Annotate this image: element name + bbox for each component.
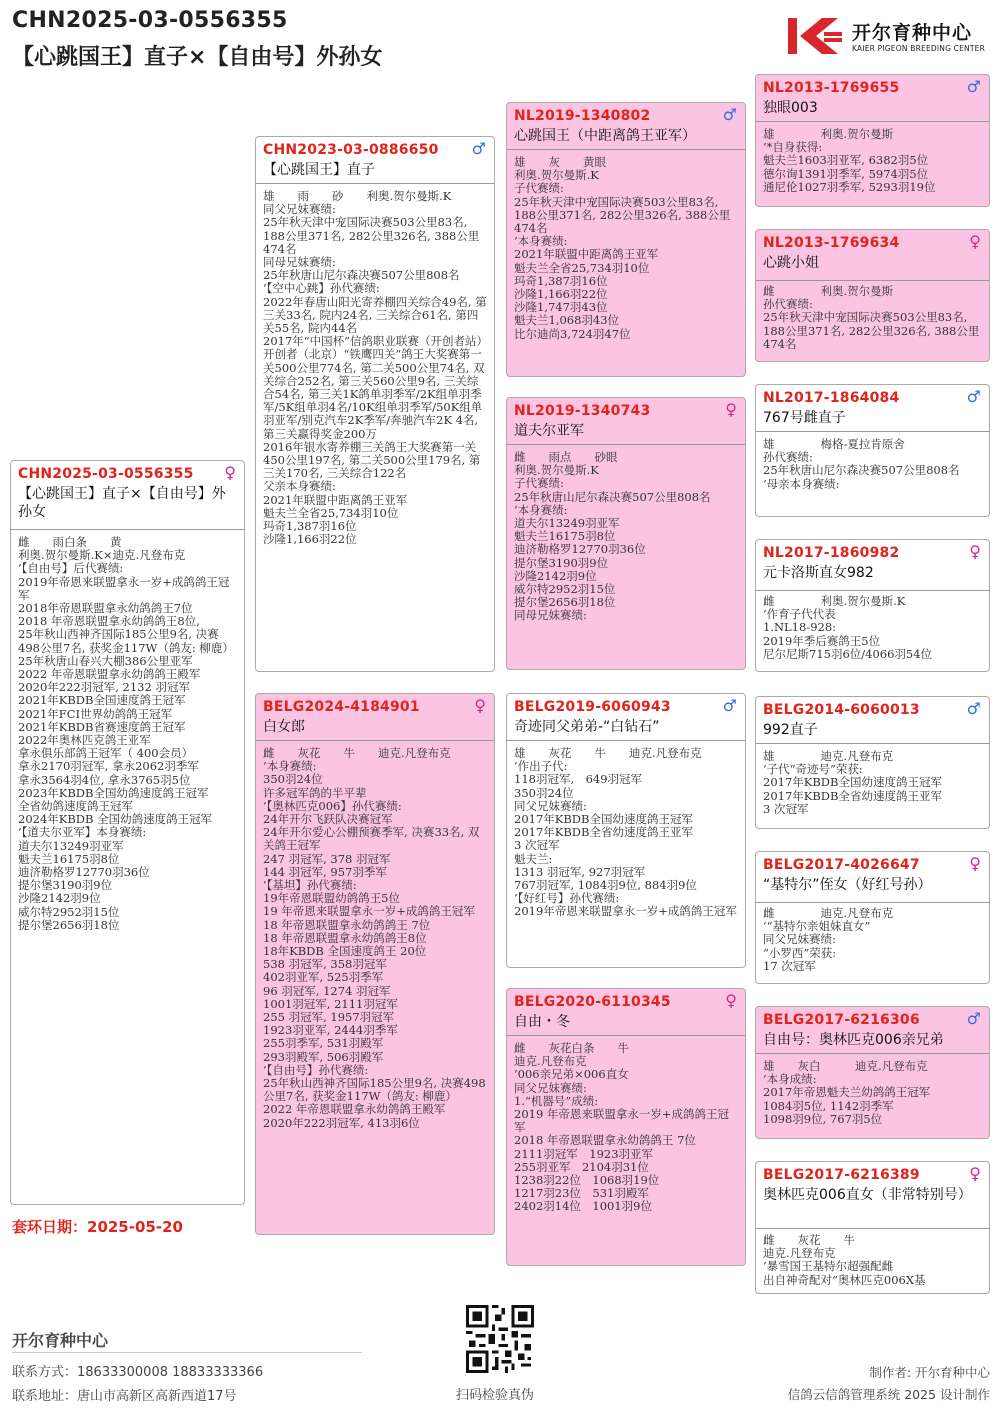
divider [256, 740, 494, 741]
pedigree-card-sss [755, 74, 990, 207]
detail-line: 1238羽22位 1068羽19位 [514, 1173, 660, 1188]
detail-line: 1.“机器号”成绩: [514, 1093, 599, 1108]
ring-number: BELG2017-4026647 [763, 857, 920, 873]
detail-line: 18 年帝恩联盟拿永幼鸽鸽王8位 [263, 930, 427, 945]
divider [756, 1053, 989, 1054]
detail-line: 2019年季后赛鸽王5位 [763, 633, 881, 648]
detail-line: 魁夫兰全省25,734羽10位 [263, 505, 399, 520]
detail-line: 同父兄妹赛绩: [263, 202, 336, 217]
detail-line: 25年秋天津中宠国际决赛503公里83名, 188公里371名, 282公里326名, 388公里474名 [263, 215, 480, 256]
detail-line: 1098羽9位, 767羽5位 [763, 1111, 883, 1126]
divider [11, 529, 244, 530]
detail-line: 许多冠军鸽的半平辈 [263, 785, 367, 800]
card-details [514, 1042, 740, 1265]
divider [756, 902, 989, 903]
detail-line: 2111羽冠军 1923羽亚军 [514, 1146, 654, 1161]
detail-line: 293羽殿军, 506羽殿军 [263, 1049, 384, 1064]
detail-line: 魁夫兰16175羽8位 [514, 529, 616, 544]
detail-line: 玛奇1,387羽16位 [514, 273, 608, 288]
detail-line: 提尔堡3190羽9位 [18, 878, 113, 893]
detail-line: 雌 迪克.凡登布克 [763, 907, 894, 920]
detail-line: 2020年222羽冠军, 413羽6位 [263, 1115, 420, 1130]
footer-address: 联系地址：唐山市高新区高新西道17号 [12, 1389, 237, 1404]
detail-line: 迪济勒格罗12770羽36位 [18, 865, 150, 880]
pigeon-name: 奥林匹克006直女（非常特别号） [763, 1187, 972, 1203]
detail-line: 尼尔尼斯715羽6位/4066羽54位 [763, 646, 933, 661]
pedigree-card-ds [506, 693, 746, 968]
pigeon-name: 992直子 [763, 722, 818, 738]
detail-line: 道夫尔13249羽亚军 [514, 516, 620, 531]
detail-line: 25年秋山西神齐国际185公里9名, 决赛498公里7名, 获奖金117W（鸽友: 柳鹿） [18, 627, 234, 655]
qr-caption: 扫码检验真伪 [456, 1388, 535, 1403]
detail-line: 1.NL18-928: [763, 620, 837, 635]
detail-line: 2023年KBDB全国幼鸽速度鸽王冠军 [18, 785, 209, 800]
female-sex-icon: ♀ [969, 232, 981, 251]
card-details [763, 128, 984, 206]
detail-line: 350羽24位 [263, 772, 323, 787]
detail-line: ’作出子代: [514, 759, 568, 774]
detail-line: 2017年“中国杯”信鸽职业联赛（开创者站）开创者（北京）“铁鹰四关”鸽王大奖赛第一关500公里774名, 第二关500公里74名, 双关综合252名, 第三关560公里9名, 三关综合54名, 第三关1K鸽单羽季军/2K组单羽季军/5K组单羽4名/10K组单羽季军/50K组单羽亚军/别克汽车2K季军/奔驰汽车2K 4名, 第三关赢得奖金200万 [263, 334, 489, 441]
detail-line: ’【自由号】后代赛绩: [18, 561, 124, 576]
detail-line: 孙代赛绩: [763, 297, 813, 312]
brand-name-cn: 开尔育种中心 [852, 22, 973, 44]
pedigree-card-dd [506, 988, 746, 1266]
detail-line: 同父兄妹赛绩: [763, 932, 836, 947]
detail-line: 2022 年帝恩联盟拿永幼鸽鸽王殿军 [263, 1102, 446, 1117]
detail-line: 2024年KBDB 全国幼鸽速度鸽王冠军 [18, 812, 213, 827]
detail-line: 2017年KBDB全省幼速度鸽王亚军 [763, 788, 942, 803]
pigeon-name: 元卡洛斯直女982 [763, 565, 874, 581]
detail-line: 96 羽冠军, 1274 羽冠军 [263, 983, 391, 998]
detail-line: 1923羽亚军, 2444羽季军 [263, 1023, 398, 1038]
divider [756, 280, 989, 281]
pedigree-card-sds [755, 384, 990, 517]
detail-line: 比尔迪尚3,724羽47位 [514, 326, 631, 341]
detail-line: 雌 灰花 牛 [763, 1234, 855, 1247]
pigeon-name: 【心跳国王】直子 [263, 162, 375, 178]
card-details [18, 536, 239, 1204]
detail-line: 2016年银水寄养棚三关鸽王大奖赛第一关450公里197名, 第二关500公里179名, 第三关170名, 三关综合122名 [263, 439, 481, 481]
male-sex-icon: ♂ [966, 1009, 981, 1028]
divider [756, 743, 989, 744]
card-details [263, 190, 489, 671]
divider [756, 431, 989, 432]
detail-line: 24年开尔爱心公棚预赛季军, 决赛33名, 双关鸽王冠军 [263, 825, 480, 853]
detail-line: 2022年春唐山阳光寄养棚四关综合49名, 第三关33名, 院内24名, 三关综合61名, 第四关55名, 院内44名 [263, 294, 487, 336]
detail-line: 沙隆1,166羽22位 [514, 287, 608, 302]
divider [756, 121, 989, 122]
detail-line: 25年秋唐山春兴大棚386公里亚军 [18, 653, 193, 668]
detail-line: 2021年KBDB省赛速度鸽王冠军 [18, 719, 186, 734]
detail-line: 魁夫兰: [514, 851, 553, 866]
detail-line: 全省幼鸽速度鸽王冠军 [18, 799, 133, 814]
pigeon-name: 道夫尔亚军 [514, 423, 584, 439]
card-details [514, 451, 740, 669]
detail-line: 道夫尔13249羽亚军 [18, 838, 124, 853]
detail-line: 18年KBDB 全国速度鸽王 20位 [263, 944, 427, 959]
detail-line: ’【好红号】孙代赛绩: [514, 891, 620, 906]
detail-line: 同父兄妹赛绩: [514, 798, 587, 813]
card-details [763, 438, 984, 516]
detail-line: 拿永3564羽4位, 拿永3765羽5位 [18, 772, 191, 787]
detail-line: 25年秋天津中宠国际决赛503公里83名, 188公里371名, 282公里326名, 388公里474名 [514, 194, 731, 236]
detail-line: 孙代赛绩: [763, 450, 813, 465]
detail-line: ’作育子代代表 [763, 607, 836, 622]
detail-line: 2402羽14位 1001羽9位 [514, 1199, 652, 1214]
pedigree-card-dds [755, 1006, 990, 1139]
detail-line: 利奥.贺尔曼斯.K [514, 463, 599, 478]
detail-line: 2019年帝恩来联盟拿永一岁+成鸽鸽王冠军 [18, 574, 230, 602]
divider [507, 740, 745, 741]
detail-line: 迪克.凡登布克 [514, 1054, 587, 1069]
pigeon-name: 767号雌直子 [763, 410, 846, 426]
ring-date: 套环日期：2025-05-20 [12, 1218, 183, 1236]
footer-contact: 联系方式：18633300008 18833333366 [12, 1365, 264, 1380]
ring-number: BELG2014-6060013 [763, 702, 920, 718]
detail-line: 2017年帝恩魁夫兰幼鸽鸽王冠军 [763, 1085, 931, 1100]
detail-line: 雄 梅格-夏拉肯原舍 [763, 438, 905, 451]
detail-line: 25年秋唐山尼尔森决赛507公里808名 [514, 489, 711, 504]
pedigree-card-sire [255, 136, 495, 672]
male-sex-icon: ♂ [966, 387, 981, 406]
divider [507, 444, 745, 445]
card-details [263, 747, 489, 1234]
detail-line: 玛奇1,387羽16位 [263, 519, 357, 534]
detail-line: 德尔询1391羽季军, 5974羽5位 [763, 166, 929, 181]
detail-line: 雌 灰花 牛 迪克.凡登布克 [263, 747, 451, 760]
male-sex-icon: ♂ [966, 77, 981, 96]
ring-number: NL2019-1340802 [514, 108, 651, 124]
detail-line: ’006亲兄弟×006直女 [514, 1067, 629, 1082]
ring-number: BELG2020-6110345 [514, 994, 671, 1010]
detail-line: 提尔堡2656羽18位 [18, 917, 120, 932]
male-sex-icon: ♂ [722, 105, 737, 124]
detail-line: 3 次冠军 [763, 801, 809, 816]
detail-line: 1001羽冠军, 2111羽冠军 [263, 996, 398, 1011]
detail-line: 迪克.凡登布克 [763, 1246, 836, 1261]
detail-line: 3 次冠军 [514, 838, 560, 853]
detail-line: 402羽亚军, 525羽季军 [263, 970, 384, 985]
detail-line: ’*自身获得: [763, 140, 823, 155]
ring-number: NL2017-1860982 [763, 545, 900, 561]
detail-line: 同父兄妹赛绩: [514, 1080, 587, 1095]
pigeon-name: 奇迹同父弟弟-“白钻石” [514, 719, 660, 735]
pedigree-card-sdd [755, 539, 990, 672]
ring-number: NL2013-1769655 [763, 80, 900, 96]
detail-line: 雌 雨点 砂眼 [514, 451, 618, 464]
detail-line: 子代赛绩: [514, 476, 564, 491]
pigeon-name: 独眼003 [763, 100, 818, 116]
detail-line: 25年秋山西神齐国际185公里9名, 决赛498公里7名, 获奖金117W（鸽友: 柳鹿） [263, 1076, 486, 1104]
system-credit: 信鸽云信鸽管理系统 2025 设计制作 [787, 1387, 990, 1402]
brand-name-en: KAIER PIGEON BREEDING CENTER [852, 44, 985, 53]
detail-line: 魁夫兰1,068羽43位 [514, 313, 620, 328]
divider [507, 149, 745, 150]
card-details [763, 1234, 984, 1293]
detail-line: 247 羽冠军, 378 羽冠军 [263, 851, 391, 866]
detail-line: 2020年222羽冠军, 2132 羽冠军 [18, 680, 190, 695]
pedigree-card-dss [755, 696, 990, 829]
female-sex-icon: ♀ [969, 1164, 981, 1183]
detail-line: 24年开尔飞跃队决赛冠军 [263, 812, 393, 827]
detail-line: 255 羽冠军, 1957羽冠军 [263, 1010, 395, 1025]
qr-code-icon[interactable] [466, 1305, 534, 1373]
detail-line: ’本身赛绩: [514, 234, 568, 249]
male-sex-icon: ♂ [722, 696, 737, 715]
detail-line: 魁夫兰16175羽8位 [18, 851, 120, 866]
card-details [763, 1060, 984, 1138]
pedigree-card-ss [506, 102, 746, 377]
detail-line: 2018年帝恩联盟拿永幼鸽鸽王7位 [18, 601, 193, 616]
female-sex-icon: ♀ [725, 991, 737, 1010]
card-details [763, 285, 984, 361]
detail-line: 2018 年帝恩联盟拿永幼鸽鸽王 7位 [514, 1133, 696, 1148]
detail-line: 2021年KBDB全国速度鸽王冠军 [18, 693, 186, 708]
detail-line: 迪济勒格罗12770羽36位 [514, 542, 646, 557]
footer-company: 开尔育种中心 [12, 1331, 109, 1350]
detail-line: ’子代“奇迹号”荣获: [763, 762, 863, 777]
detail-line: ’暴雪国王基特尔超强配雌 [763, 1259, 894, 1274]
pedigree-card-dsd [755, 851, 990, 984]
pigeon-name: 自由号：奥林匹克006亲兄弟 [763, 1032, 944, 1048]
divider [507, 1035, 745, 1036]
detail-line: 雄 灰花 牛 迪克.凡登布克 [514, 747, 702, 760]
detail-line: 2018 年帝恩联盟拿永幼鸽鸽王8位, [18, 614, 200, 629]
detail-line: ’【基坦】孙代赛绩: [263, 878, 357, 893]
detail-line: ’本身赛绩: [263, 759, 317, 774]
detail-line: 255羽亚军 2104羽31位 [514, 1159, 649, 1174]
detail-line: 2021年联盟中距离鸽王亚军 [263, 492, 408, 507]
pigeon-name: 【心跳国王】直子×【自由号】外孙女 [18, 486, 226, 520]
detail-line: 雄 灰 黄眼 [514, 156, 606, 169]
female-sex-icon: ♀ [474, 696, 486, 715]
detail-line: 2017年KBDB全国幼速度鸽王冠军 [514, 812, 693, 827]
detail-line: 255羽季军, 531羽殿军 [263, 1036, 384, 1051]
ring-number: CHN2023-03-0886650 [263, 142, 439, 158]
female-sex-icon: ♀ [725, 400, 737, 419]
detail-line: 118羽冠军, 649羽冠军 [514, 772, 643, 787]
card-details [763, 595, 984, 671]
detail-line: 雌 利奥.贺尔曼斯.K [763, 595, 906, 608]
detail-line: 2019 年帝恩来联盟拿永一岁+成鸽鸽王冠军 [514, 1107, 730, 1135]
male-sex-icon: ♂ [471, 139, 486, 158]
detail-line: 威尔特2952羽15位 [514, 582, 616, 597]
detail-line: 1217羽23位 531羽殿军 [514, 1186, 649, 1201]
brand-logo [786, 16, 992, 58]
pigeon-name: 自由・冬 [514, 1014, 570, 1030]
pedigree-ring-number: CHN2025-03-0556355 [12, 8, 288, 33]
detail-line: 雄 雨 砂 利奥.贺尔曼斯.K [263, 190, 452, 203]
detail-line: ’【道夫尔亚军】本身赛绩: [18, 825, 147, 840]
pigeon-name: “基特尔”侄女（好红号孙） [763, 877, 932, 893]
detail-line: 2017年KBDB全国幼速度鸽王冠军 [763, 775, 942, 790]
pigeon-name: 白女郎 [263, 719, 305, 735]
detail-line: 1313 羽冠军, 927羽冠军 [514, 864, 646, 879]
ring-number: BELG2017-6216389 [763, 1167, 920, 1183]
detail-line: 2021年FCI世界幼鸽鸽王冠军 [18, 706, 173, 721]
detail-line: 沙隆2142羽9位 [18, 891, 101, 906]
detail-line: ’本身成绩: [763, 1072, 817, 1087]
detail-line: 雄 灰白 迪克.凡登布克 [763, 1060, 928, 1073]
detail-line: 17 次冠军 [763, 958, 816, 973]
card-details [514, 156, 740, 376]
detail-line: 雄 迪克.凡登布克 [763, 750, 894, 763]
female-sex-icon: ♀ [969, 542, 981, 561]
detail-line: 提尔堡3190羽9位 [514, 555, 609, 570]
detail-line: 25年秋唐山尼尔森决赛507公里808名 [263, 268, 460, 283]
detail-line: 19 年帝恩来联盟拿永一岁+成鸽鸽王冠军 [263, 904, 475, 919]
detail-line: 雄 利奥.贺尔曼斯 [763, 128, 894, 141]
ring-number: NL2017-1864084 [763, 390, 900, 406]
divider [756, 590, 989, 591]
detail-line: “小罗西”荣获: [763, 945, 837, 960]
card-details [763, 907, 984, 983]
detail-line: 子代赛绩: [514, 181, 564, 196]
divider [256, 183, 494, 184]
detail-line: 沙隆2142羽9位 [514, 568, 597, 583]
male-sex-icon: ♂ [966, 699, 981, 718]
detail-line: 沙隆1,166羽22位 [263, 532, 357, 547]
detail-line: 雌 雨白条 黄 [18, 536, 122, 549]
detail-line: 提尔堡2656羽18位 [514, 595, 616, 610]
detail-line: ’【奥林匹克006】孙代赛绩: [263, 798, 402, 813]
detail-line: 25年秋唐山尼尔森决赛507公里808名 [763, 463, 960, 478]
ring-number: BELG2024-4184901 [263, 699, 420, 715]
detail-line: 出自神奇配对“奥林匹克006X基 [763, 1272, 926, 1287]
detail-line: 350羽24位 [514, 785, 574, 800]
detail-line: 2021年联盟中距离鸽王亚军 [514, 247, 659, 262]
detail-line: 767羽冠军, 1084羽9位, 884羽9位 [514, 878, 697, 893]
ring-number: NL2019-1340743 [514, 403, 651, 419]
female-sex-icon: ♀ [224, 463, 236, 482]
detail-line: 拿永2170羽冠军, 拿永2062羽季军 [18, 759, 199, 774]
detail-line: 利奥.贺尔曼斯.K [514, 168, 599, 183]
detail-line: 25年秋天津中宠国际决赛503公里83名, 188公里371名, 282公里326名, 388公里474名 [763, 310, 980, 351]
detail-line: 威尔特2952羽15位 [18, 904, 120, 919]
pigeon-name: 心跳小姐 [763, 255, 819, 271]
pedigree-card-subject [10, 460, 245, 1205]
detail-line: 通尼伦1027羽季军, 5293羽19位 [763, 179, 936, 194]
detail-line: ’【空中心跳】孙代赛绩: [263, 281, 380, 296]
detail-line: 2017年KBDB全省幼速度鸽王亚军 [514, 825, 693, 840]
pedigree-card-ssd [755, 229, 990, 362]
detail-line: ’母亲本身赛绩: [763, 476, 840, 491]
detail-line: ’【自由号】孙代赛绩: [263, 1062, 369, 1077]
female-sex-icon: ♀ [969, 854, 981, 873]
detail-line: 魁夫兰1603羽亚军, 6382羽5位 [763, 153, 929, 168]
pedigree-title: 【心跳国王】直子×【自由号】外孙女 [12, 45, 383, 70]
ring-number: CHN2025-03-0556355 [18, 466, 194, 482]
pigeon-name: 心跳国王（中距离鸽王亚军） [514, 128, 696, 144]
detail-line: 同母兄妹赛绩: [514, 608, 587, 623]
detail-line: 2022 年帝恩联盟拿永幼鸽鸽王殿军 [18, 667, 201, 682]
detail-line: 雌 灰花白条 牛 [514, 1042, 629, 1055]
detail-line: 父亲本身赛绩: [263, 479, 336, 494]
ring-number: BELG2019-6060943 [514, 699, 671, 715]
detail-line: 利奥.贺尔曼斯.K×迪克.凡登布克 [18, 548, 186, 563]
detail-line: 2019年帝恩来联盟拿永一岁+成鸽鸽王冠军 [514, 904, 737, 919]
detail-line: 沙隆1,747羽43位 [514, 300, 608, 315]
divider [756, 1228, 989, 1229]
detail-line: 2022年奥林匹克鸽王亚军 [18, 733, 151, 748]
detail-line: 雌 利奥.贺尔曼斯 [763, 285, 894, 298]
ring-number: NL2013-1769634 [763, 235, 900, 251]
detail-line: ’“基特尔亲姐妹直女” [763, 919, 871, 934]
pedigree-card-ddd [755, 1161, 990, 1294]
detail-line: 18 年帝恩联盟拿永幼鸽鸽王 7位 [263, 917, 431, 932]
detail-line: ’本身赛绩: [514, 502, 568, 517]
detail-line: 魁夫兰全省25,734羽10位 [514, 260, 650, 275]
footer-divider [12, 1352, 362, 1353]
pedigree-card-dam [255, 693, 495, 1235]
ring-number: BELG2017-6216306 [763, 1012, 920, 1028]
pedigree-card-sd [506, 397, 746, 670]
detail-line: 1084羽5位, 1142羽季军 [763, 1098, 894, 1113]
detail-line: 144 羽冠军, 957羽季军 [263, 864, 387, 879]
maker-credit: 制作者: 开尔育种中心 [869, 1365, 990, 1380]
card-details [514, 747, 740, 967]
detail-line: 538 羽冠军, 358羽冠军 [263, 957, 387, 972]
kaier-logo-icon [786, 16, 844, 56]
detail-line: 19年帝恩联盟幼鸽鸽王5位 [263, 891, 400, 906]
detail-line: 同母兄妹赛绩: [263, 255, 336, 270]
card-details [763, 750, 984, 828]
detail-line: 拿永俱乐部鸽王冠军（ 400会员） [18, 746, 194, 761]
